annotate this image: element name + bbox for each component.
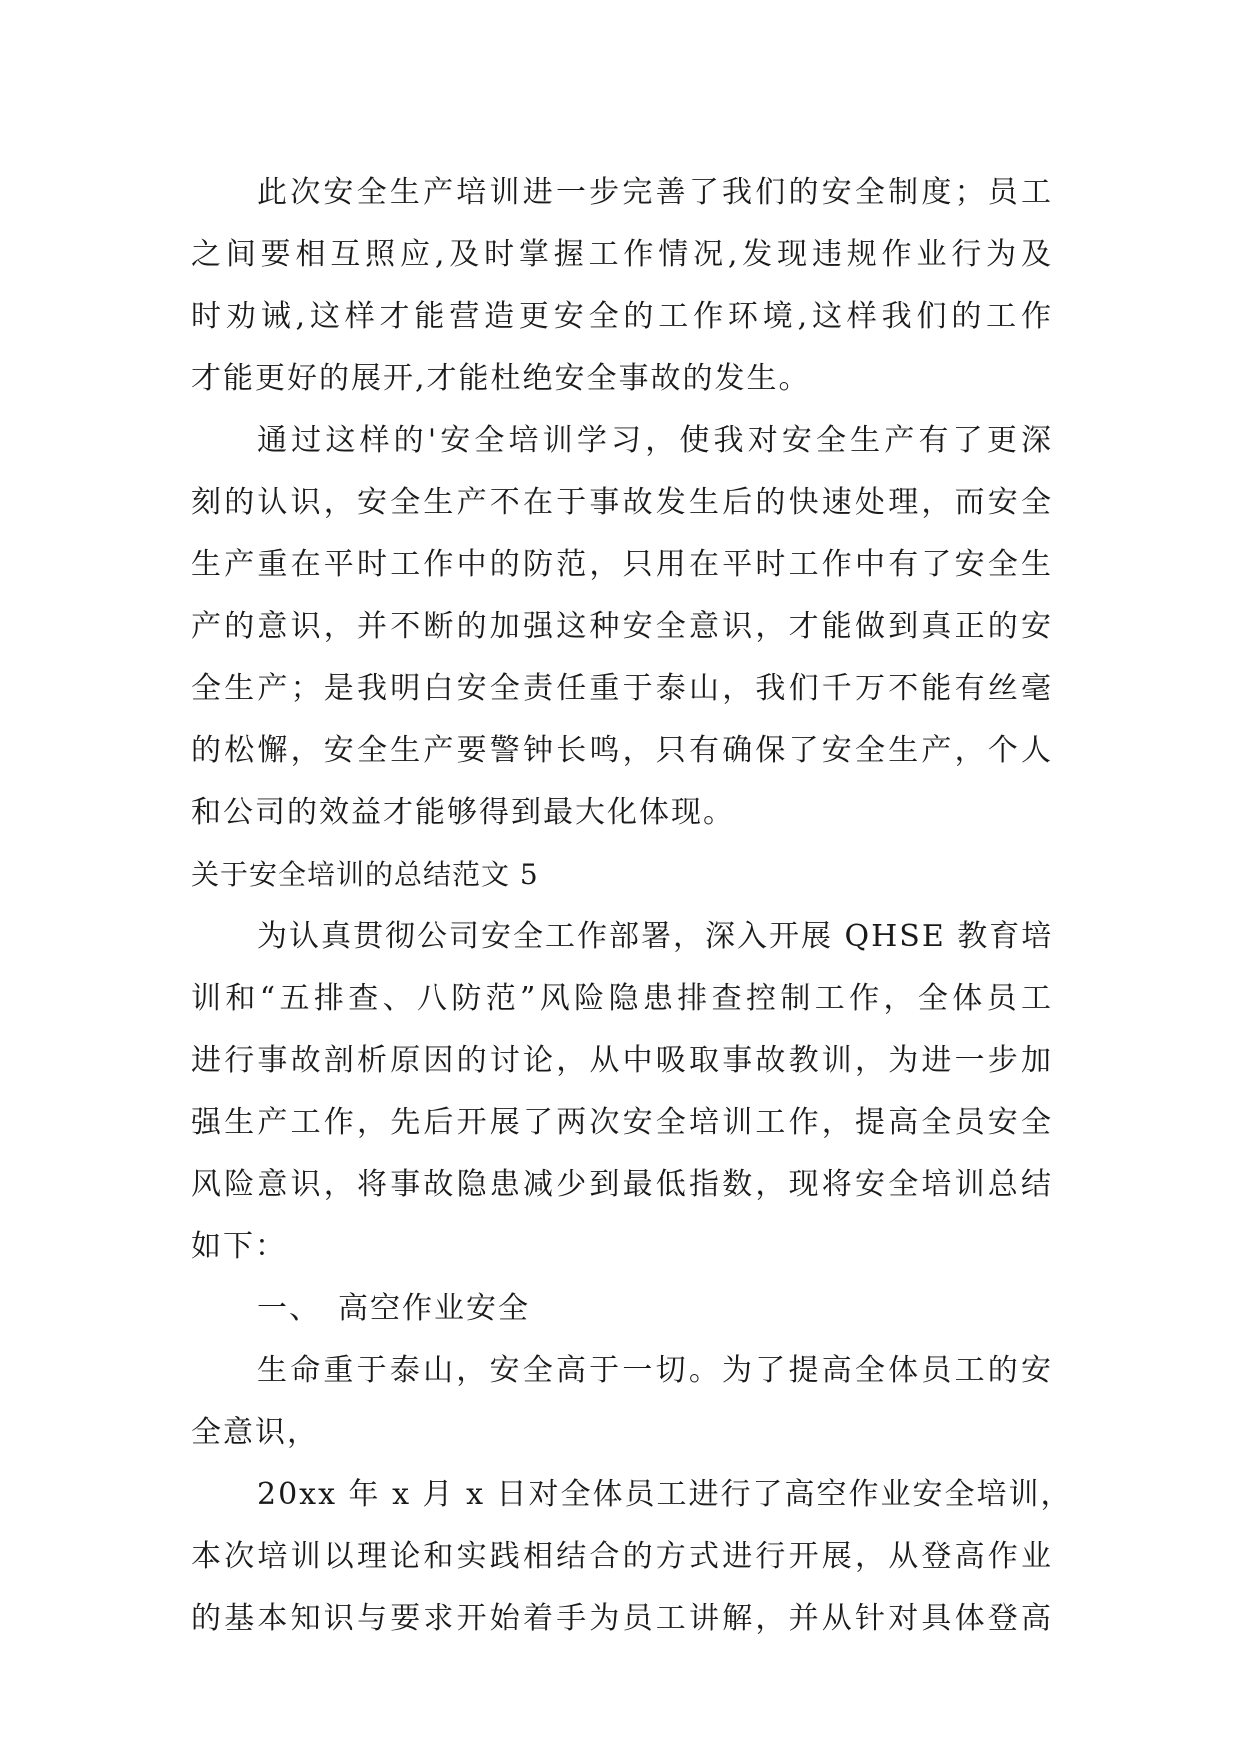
text-line: 的基本知识与要求开始着手为员工讲解，并从针对具体登高 xyxy=(191,1601,1053,1636)
text-line: 生产重在平时工作中的防范，只用在平时工作中有了安全生 xyxy=(191,547,1053,582)
text-line: 生命重于泰山，安全高于一切。为了提高全体员工的安 xyxy=(257,1353,1053,1388)
heading-text: 关于安全培训的总结范文 5 xyxy=(191,858,539,891)
text-line: 时劝诫,这样才能营造更安全的工作环境,这样我们的工作 xyxy=(191,299,1053,334)
text-line: 风险意识，将事故隐患减少到最低指数，现将安全培训总结 xyxy=(191,1167,1053,1202)
paragraph-training-awareness xyxy=(191,410,1053,844)
paragraph-safety-system xyxy=(191,162,1053,410)
text-line: 进行事故剖析原因的讨论，从中吸取事故教训，为进一步加 xyxy=(191,1043,1053,1078)
text-line: 全意识， xyxy=(191,1415,319,1450)
text-line: 和公司的效益才能够得到最大化体现。 xyxy=(191,795,735,830)
paragraph-training-details xyxy=(191,1464,1073,1650)
paragraph-qhse-intro xyxy=(191,906,1053,1278)
text-line: 产的意识，并不断的加强这种安全意识，才能做到真正的安 xyxy=(191,609,1053,644)
text-line: 本次培训以理论和实践相结合的方式进行开展，从登高作业 xyxy=(191,1539,1053,1574)
text-line: 此次安全生产培训进一步完善了我们的安全制度；员工 xyxy=(257,175,1053,210)
text-line: 如下： xyxy=(191,1229,287,1264)
section-heading xyxy=(191,844,1053,906)
text-line: 才能更好的展开,才能杜绝安全事故的发生。 xyxy=(191,361,811,396)
text-line: 之间要相互照应,及时掌握工作情况,发现违规作业行为及 xyxy=(191,237,1053,272)
text-line: 的松懈，安全生产要警钟长鸣，只有确保了安全生产，个人 xyxy=(191,733,1053,768)
text-line: 训和“五排查、八防范”风险隐患排查控制工作，全体员工 xyxy=(191,981,1053,1016)
subsection-title: 一、 高空作业安全 xyxy=(257,1291,530,1326)
text-line: 通过这样的'安全培训学习，使我对安全生产有了更深 xyxy=(257,423,1053,458)
document-body xyxy=(191,162,1073,1650)
text-line: 强生产工作，先后开展了两次安全培训工作，提高全员安全 xyxy=(191,1105,1053,1140)
text-line: 刻的认识，安全生产不在于事故发生后的快速处理，而安全 xyxy=(191,485,1053,520)
text-line: 20xx 年 x 月 x 日对全体员工进行了高空作业安全培训， xyxy=(257,1477,1073,1512)
subsection-heading-high-altitude xyxy=(191,1278,1053,1340)
paragraph-safety-first xyxy=(191,1340,1053,1464)
text-line: 全生产；是我明白安全责任重于泰山，我们千万不能有丝毫 xyxy=(191,671,1053,706)
text-line: 为认真贯彻公司安全工作部署，深入开展 QHSE 教育培 xyxy=(257,919,1054,954)
